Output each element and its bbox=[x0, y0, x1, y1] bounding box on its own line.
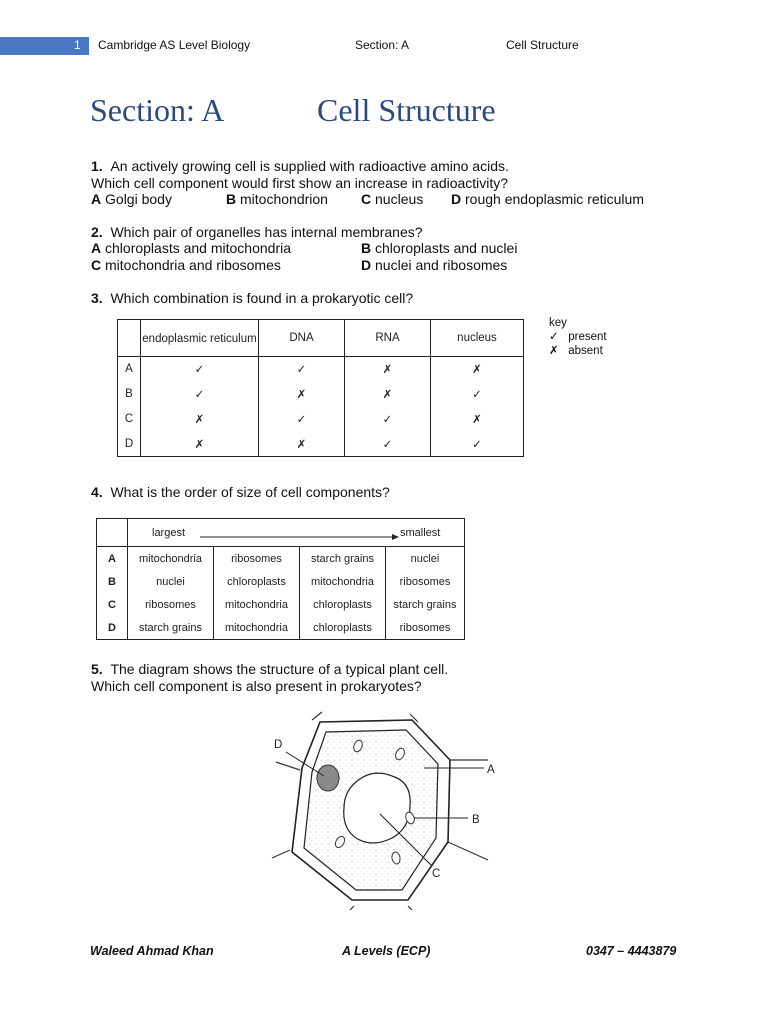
q2-option-d: D nuclei and ribosomes bbox=[361, 257, 508, 273]
question-text: Which pair of organelles has internal membranes? bbox=[110, 224, 423, 240]
footer-author: Waleed Ahmad Khan bbox=[90, 944, 214, 958]
question-number: 4. bbox=[91, 484, 103, 500]
table-row: C ribosomes mitochondria chloroplasts starch grains bbox=[97, 594, 465, 617]
key-absent: absent bbox=[568, 345, 603, 357]
table-row: C ✗ ✓ ✓ ✗ bbox=[118, 407, 524, 432]
key-title: key bbox=[549, 317, 567, 329]
label-b: B bbox=[472, 814, 480, 826]
q3-table-body bbox=[117, 356, 524, 457]
page-number: 1 bbox=[74, 38, 81, 52]
q2-option-a: A chloroplasts and mitochondria bbox=[91, 240, 292, 256]
table-row: D starch grains mitochondria chloroplasts ribosomes bbox=[97, 617, 465, 640]
footer-phone: 0347 – 4443879 bbox=[586, 944, 677, 958]
q2-option-b: B chloroplasts and nuclei bbox=[361, 240, 518, 256]
table-row: B ✓ ✗ ✗ ✓ bbox=[118, 382, 524, 407]
table-row: A mitochondria ribosomes starch grains nuclei bbox=[97, 547, 465, 571]
q3-header-er: endoplasmic reticulum bbox=[141, 320, 259, 357]
q3-header-nucleus: nucleus bbox=[431, 320, 524, 357]
key-present: present bbox=[568, 331, 607, 343]
plant-cell-diagram bbox=[260, 710, 510, 910]
smallest-label: smallest bbox=[400, 527, 441, 539]
question-number: 2. bbox=[91, 224, 103, 240]
question-text: Which cell component is also present in prokaryotes? bbox=[91, 677, 422, 694]
label-a: A bbox=[487, 764, 495, 776]
q3-header-rna: RNA bbox=[345, 320, 431, 357]
question-text: Which cell component would first show an increase in radioactivity? bbox=[91, 174, 509, 191]
question-number: 5. bbox=[91, 661, 103, 677]
question-number: 3. bbox=[91, 290, 103, 306]
q3-header-dna: DNA bbox=[259, 320, 345, 357]
question-text: An actively growing cell is supplied with radioactive amino acids. bbox=[110, 158, 509, 174]
table-row: A ✓ ✓ ✗ ✗ bbox=[118, 357, 524, 382]
header-section: Section: A bbox=[355, 38, 410, 52]
nucleus bbox=[317, 765, 339, 791]
vacuole bbox=[344, 773, 410, 843]
question-4 bbox=[91, 484, 390, 501]
table-row: B nuclei chloroplasts mitochondria ribosomes bbox=[97, 571, 465, 594]
question-text: The diagram shows the structure of a typical plant cell. bbox=[110, 661, 449, 677]
q1-option-c: C nucleus bbox=[361, 191, 424, 207]
header-book-title: Cambridge AS Level Biology bbox=[98, 38, 251, 52]
question-3 bbox=[91, 290, 413, 307]
check-icon: ✓ bbox=[549, 331, 559, 343]
header-topic: Cell Structure bbox=[506, 38, 579, 52]
label-c: C bbox=[432, 868, 441, 880]
q1-option-a: A Golgi body bbox=[91, 191, 172, 207]
q4-table bbox=[96, 518, 465, 640]
q3-key bbox=[549, 316, 607, 358]
question-5 bbox=[91, 661, 448, 694]
page-title-section: Section: A bbox=[90, 92, 225, 128]
q1-option-d: D rough endoplasmic reticulum bbox=[451, 191, 644, 207]
cross-icon: ✗ bbox=[549, 345, 559, 357]
largest-label: largest bbox=[152, 527, 186, 539]
question-2 bbox=[91, 224, 423, 241]
arrow-right-icon bbox=[200, 533, 400, 541]
footer-course: A Levels (ECP) bbox=[342, 944, 431, 958]
q3-table bbox=[117, 319, 524, 357]
q1-option-b: B mitochondrion bbox=[226, 191, 328, 207]
page-title-topic: Cell Structure bbox=[317, 92, 496, 128]
q2-option-c: C mitochondria and ribosomes bbox=[91, 257, 281, 273]
size-arrow-row bbox=[128, 519, 465, 547]
question-text: What is the order of size of cell components? bbox=[110, 484, 390, 500]
label-d: D bbox=[274, 739, 283, 751]
table-row: D ✗ ✗ ✓ ✓ bbox=[118, 432, 524, 457]
question-number: 1. bbox=[91, 158, 103, 174]
question-text: Which combination is found in a prokaryotic cell? bbox=[110, 290, 414, 306]
question-1 bbox=[91, 158, 509, 191]
